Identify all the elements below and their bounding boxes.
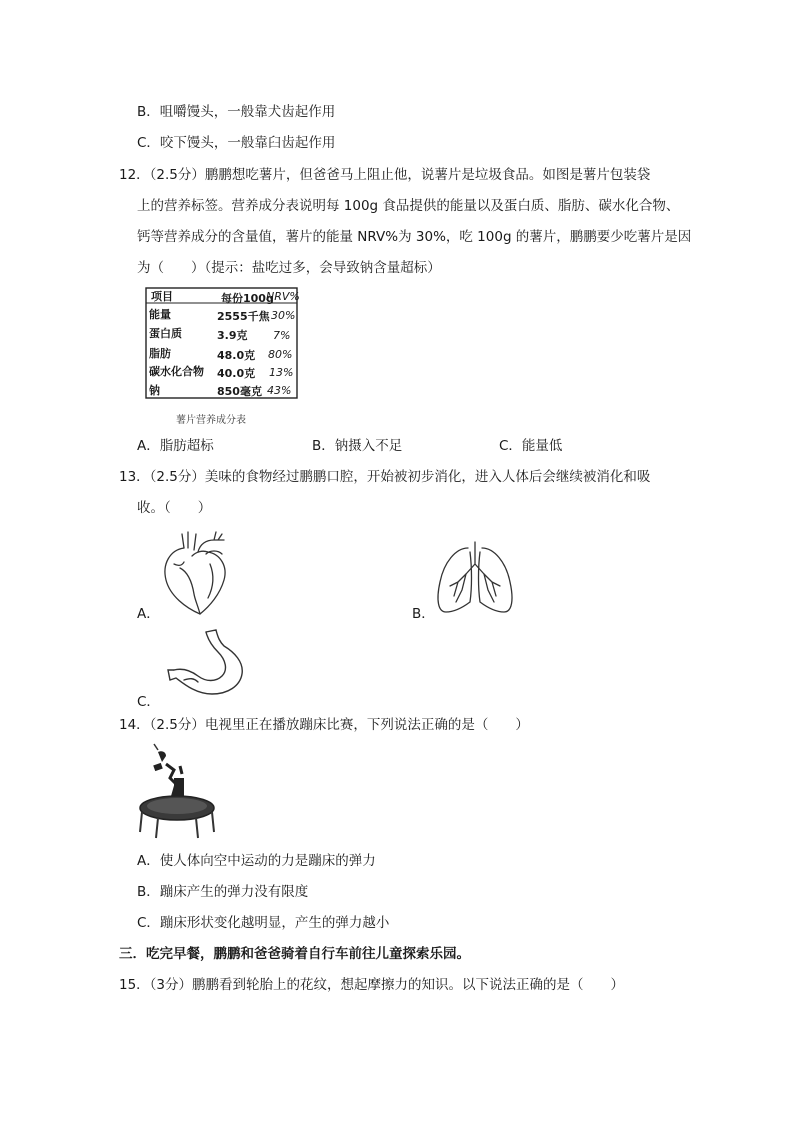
- q12-stem-line2: 上的营养标签。营养成分表说明每 100g 食品提供的能量以及蛋白质、脂肪、碳水化合物、: [137, 198, 680, 214]
- q14-option-b: B．蹦床产生的弹力没有限度: [137, 884, 309, 900]
- table-row-sodium-value: 850毫克: [217, 385, 262, 398]
- q14-stem-line1: 14．（2.5分）电视里正在播放蹦床比赛，下列说法正确的是（ ）: [119, 717, 529, 733]
- q12-stem-line3: 钙等营养成分的含量值，薯片的能量 NRV%为 30%，吃 100g 的薯片，鹏鹏要少吃薯片是因: [137, 229, 692, 245]
- q12-stem-line4: 为（ ）（提示：盐吃过多，会导致钠含量超标）: [137, 260, 441, 276]
- table-row-energy-name: 能量: [149, 308, 171, 321]
- stomach-icon: [160, 628, 250, 696]
- q13-stem-line1: 13．（2.5分）美味的食物经过鹏鹏口腔，开始被初步消化，进入人体后会继续被消化和吸: [119, 469, 651, 485]
- lungs-icon: [432, 538, 518, 618]
- table-row-fat-value: 48.0克: [217, 349, 256, 362]
- q11-option-c: C．咬下馒头，一般靠臼齿起作用: [137, 135, 336, 151]
- trampoline-icon: [136, 742, 218, 842]
- table-row-protein-name: 蛋白质: [149, 327, 182, 340]
- table-row-fat-nrv: 80%: [268, 348, 293, 361]
- nutrition-table-caption: 薯片营养成分表: [176, 415, 246, 426]
- section-3-title: 三．吃完早餐，鹏鹏和爸爸骑着自行车前往儿童探索乐园。: [119, 946, 470, 962]
- table-row-carb-value: 40.0克: [217, 367, 256, 380]
- table-row-carb-nrv: 13%: [269, 366, 294, 379]
- table-row-sodium-name: 钠: [149, 384, 160, 397]
- q12-option-a: A．脂肪超标: [137, 438, 214, 454]
- table-header-item: 项目: [151, 290, 173, 303]
- q14-option-a: A．使人体向空中运动的力是蹦床的弹力: [137, 853, 376, 869]
- q13-option-b: B．: [412, 606, 435, 622]
- q13-option-c: C．: [137, 694, 160, 710]
- q14-option-c: C．蹦床形状变化越明显，产生的弹力越小: [137, 915, 390, 931]
- heart-icon: [158, 528, 238, 616]
- table-row-protein-nrv: 7%: [273, 329, 291, 342]
- table-row-protein-value: 3.9克: [217, 329, 248, 342]
- q12-option-c: C．能量低: [499, 438, 563, 454]
- table-row-sodium-nrv: 43%: [267, 384, 292, 397]
- table-header-nrv: NRV%: [266, 290, 300, 303]
- table-row-energy-nrv: 30%: [271, 309, 296, 322]
- q12-stem-line1: 12．（2.5分）鹏鹏想吃薯片，但爸爸马上阻止他，说薯片是垃圾食品。如图是薯片包装袋: [119, 167, 651, 183]
- q12-option-b: B．钠摄入不足: [312, 438, 403, 454]
- q15-stem-line1: 15．（3分）鹏鹏看到轮胎上的花纹，想起摩擦力的知识。以下说法正确的是（ ）: [119, 977, 625, 993]
- table-row-fat-name: 脂肪: [149, 347, 171, 360]
- q13-option-a: A．: [137, 606, 160, 622]
- table-row-carb-name: 碳水化合物: [149, 365, 204, 378]
- q11-option-b: B．咀嚼馒头，一般靠犬齿起作用: [137, 104, 336, 120]
- table-header-per100g: 每份100g: [221, 292, 274, 305]
- nutrition-label-table: [145, 287, 299, 399]
- table-row-energy-value: 2555千焦: [217, 310, 270, 323]
- q13-stem-line2: 收。（ ）: [137, 500, 212, 516]
